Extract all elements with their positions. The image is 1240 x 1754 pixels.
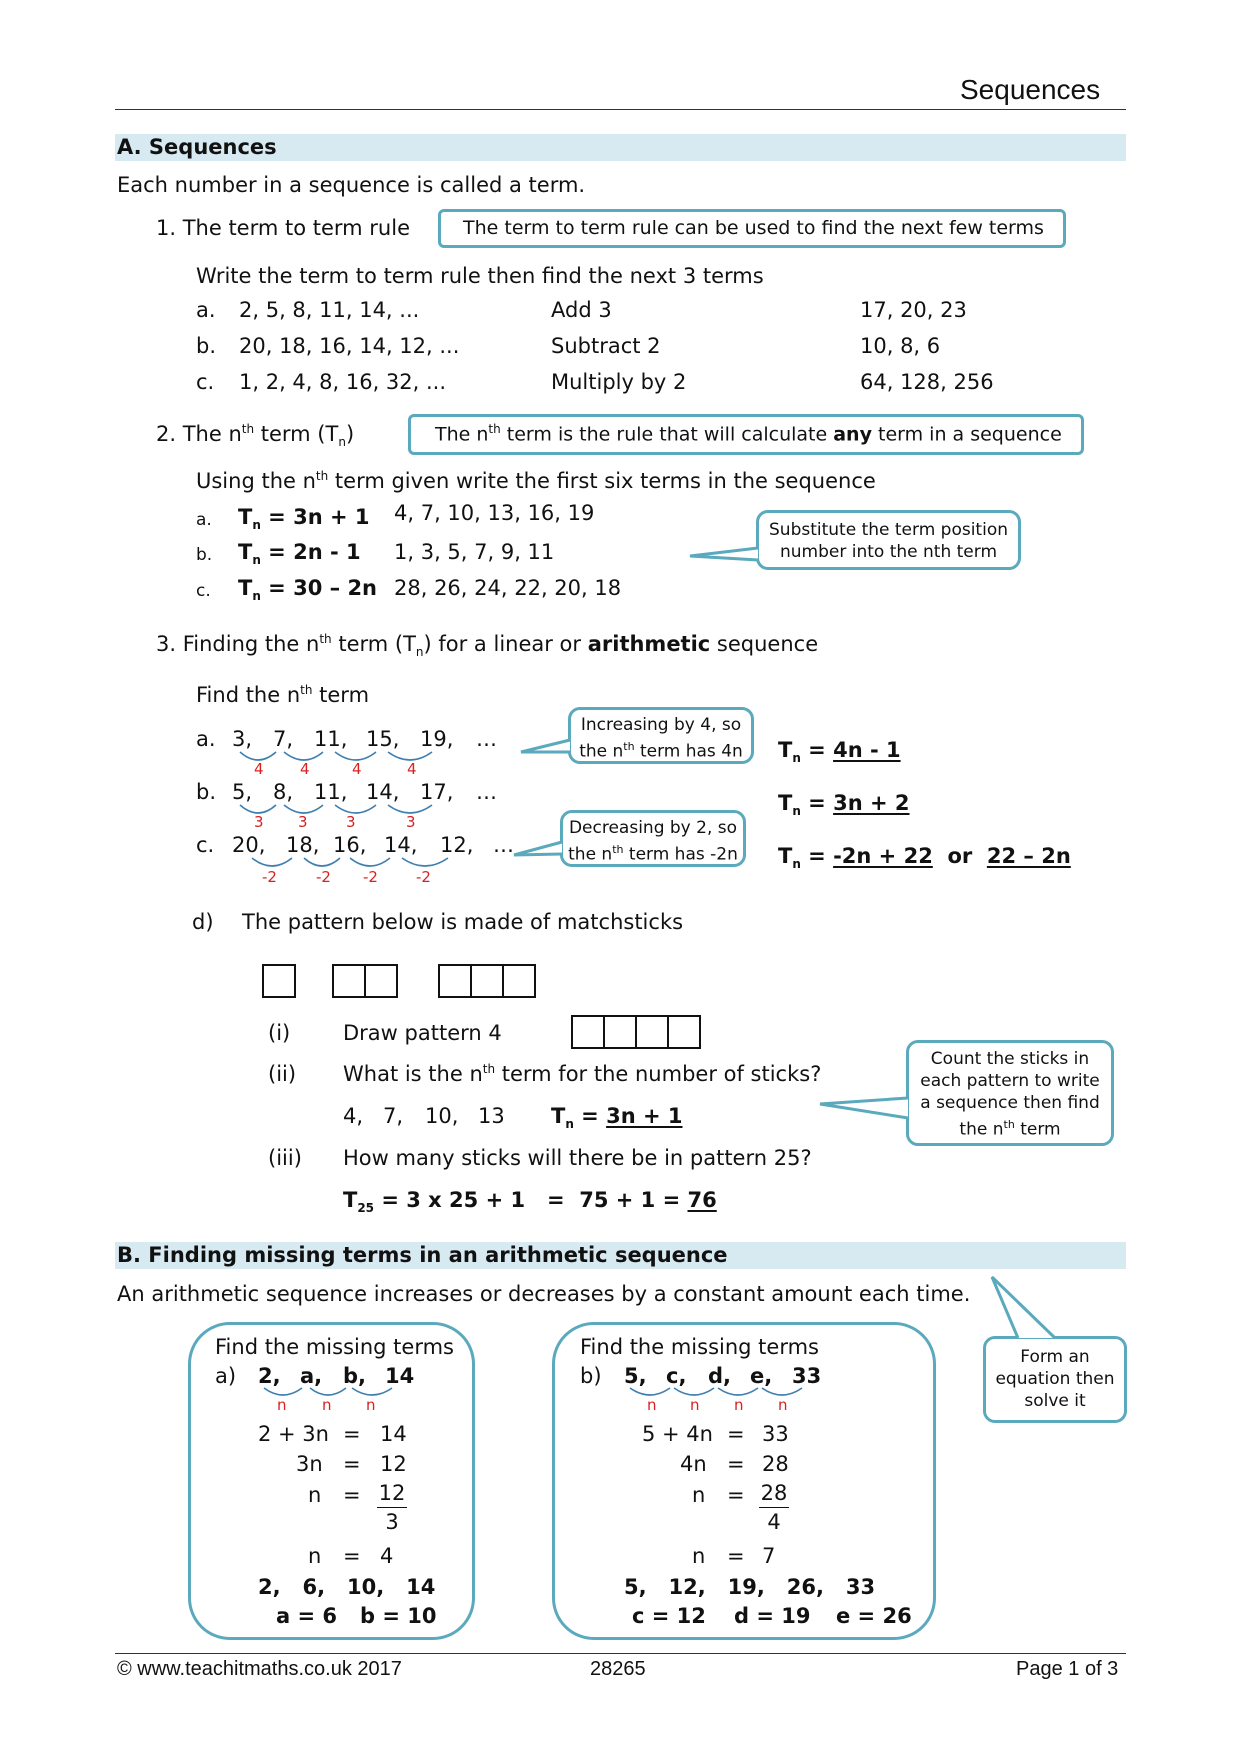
bubble-tail (521, 740, 570, 752)
section-a-intro: Each number in a sequence is called a term. (117, 173, 586, 197)
bubble-tail (690, 548, 758, 560)
arc (335, 805, 376, 813)
panel-b-eq-left: n (692, 1544, 706, 1568)
arc (252, 858, 292, 866)
q3d-calc: $T_{25} = 3$ x 25 + 1 = 75 + 1 = 76 (343, 1188, 717, 1216)
panel-b-eq-right: 33 (762, 1422, 789, 1446)
q2-row-rule: $T_n = 3n + 1$ (238, 505, 370, 533)
panel-a-eq-right: 14 (380, 1422, 407, 1446)
arc (284, 752, 323, 760)
panel-a-numerator: 12 (378, 1481, 406, 1505)
arc (402, 858, 448, 866)
arc (352, 1388, 392, 1395)
panel-b-numerator: 28 (760, 1481, 788, 1505)
q2-hint-line: number into the nth term (779, 542, 997, 562)
q2-row-terms: 1, 3, 5, 7, 9, 11 (394, 540, 555, 564)
q3c-term: 12, (440, 833, 474, 857)
q3d-i-label: (i) (268, 1021, 291, 1045)
panel-a-eq-sign: = (343, 1483, 361, 1507)
footer-copyright: © www.teachitmaths.co.uk 2017 (117, 1658, 402, 1680)
q3a-term: … (476, 727, 497, 751)
q3d-iii-text: How many sticks will there be in pattern 25? (343, 1146, 812, 1170)
q3d-title: The pattern below is made of matchsticks (242, 910, 684, 934)
q3d-answer: $T_n = 3n + 1$ (551, 1104, 683, 1132)
q2-title: 2. The $n^{th}$ term $(T_n)$ (156, 422, 355, 450)
q1-row-seq: 1, 2, 4, 8, 16, 32, ... (239, 370, 447, 394)
q3c-diff: -2 (316, 868, 331, 886)
arc (240, 805, 276, 813)
panel-a-n: n (277, 1396, 287, 1414)
q1-title: 1. The term to term rule (156, 216, 410, 240)
q3c-diff: -2 (416, 868, 431, 886)
panel-a-title: Find the missing terms (215, 1335, 454, 1359)
q2-hint-line: Substitute the term position (769, 520, 1008, 540)
panel-b-eq-left: 4n (680, 1452, 707, 1476)
q3c-term: 18, (286, 833, 320, 857)
bubble-tail (992, 1277, 1055, 1338)
q3-increase-line: Increasing by 4, so (580, 715, 742, 735)
q3b-diff: 3 (406, 813, 416, 831)
q1-row-label: b. (196, 334, 217, 358)
q3b-diff: 3 (298, 813, 308, 831)
q3b-diff: 3 (254, 813, 264, 831)
panel-a-eq-sign: = (343, 1452, 361, 1476)
arc (264, 1388, 302, 1395)
page-title: Sequences (960, 74, 1101, 105)
q1-row-seq: 20, 18, 16, 14, 12, ... (239, 334, 460, 358)
q3c-term: 16, (333, 833, 367, 857)
q3b-diff: 3 (346, 813, 356, 831)
panel-b-eq-left: n (692, 1483, 706, 1507)
q3d-seq-term: 13 (478, 1104, 505, 1128)
q1-instruction: Write the term to term rule then find the next 3 terms (196, 264, 764, 288)
q3a-term: 15, (366, 727, 400, 751)
footer-rule (115, 1653, 1126, 1654)
q3b-term: … (476, 780, 497, 804)
panel-b-value: e = 26 (836, 1604, 912, 1628)
q3a-diff: 4 (254, 760, 264, 778)
q3c-diff: -2 (262, 868, 277, 886)
panel-a-value: b = 10 (360, 1604, 437, 1628)
panel-b-n: n (778, 1396, 788, 1414)
arc (240, 752, 276, 760)
q3a-term: 11, (314, 727, 348, 751)
panel-b-n: n (647, 1396, 657, 1414)
q3d-hint-line: a sequence then find (920, 1093, 1100, 1113)
q3a-term: 19, (420, 727, 454, 751)
panel-a-eq-sign: = (343, 1422, 361, 1446)
q3-find: Find the $n^{th}$ term (196, 683, 370, 707)
q3d-ii-text: What is the $n^{th}$ term for the number of sticks? (343, 1062, 822, 1086)
panel-b-title: Find the missing terms (580, 1335, 819, 1359)
q1-row-seq: 2, 5, 8, 11, 14, ... (239, 298, 420, 322)
panel-b-term: 33 (792, 1364, 822, 1388)
q2-instruction: Using the $n^{th}$ term given write the first six terms in the sequence (196, 469, 876, 493)
arc (762, 1388, 802, 1395)
panel-a-eq-right: 4 (380, 1544, 394, 1568)
q3d-label: d) (192, 910, 214, 934)
panel-a-label: a) (215, 1364, 237, 1388)
q3d-seq-term: 7, (383, 1104, 404, 1128)
arc (388, 805, 432, 813)
panel-b-n: n (690, 1396, 700, 1414)
arc (335, 752, 376, 760)
q3-increase-line: the $n^{th}$ term has 4n (579, 740, 743, 762)
section-b-hint-line: solve it (1024, 1391, 1086, 1411)
q2-callout-text: The $n^{th}$ term is the rule that will calculate any term in a sequence (435, 422, 1062, 446)
panel-a-term: 14 (385, 1364, 415, 1388)
panel-a-eq-left: 3n (296, 1452, 323, 1476)
panel-b-n: n (734, 1396, 744, 1414)
q3a-diff: 4 (352, 760, 362, 778)
difference-arcs (240, 752, 802, 1395)
panel-b-denominator: 4 (767, 1510, 781, 1534)
section-a-heading: A. Sequences (117, 135, 277, 159)
q1-row-next: 17, 20, 23 (860, 298, 967, 322)
q3d-seq-term: 4, (343, 1104, 364, 1128)
q1-row-label: c. (196, 370, 215, 394)
arc (718, 1388, 758, 1395)
panel-a-n: n (366, 1396, 376, 1414)
panel-a-value: a = 6 (276, 1604, 338, 1628)
panel-a-eq-left: n (308, 1544, 322, 1568)
arc (388, 752, 432, 760)
q3a-term: 7, (273, 727, 294, 751)
panel-a-eq-sign: = (343, 1544, 361, 1568)
q3d-iii-label: (iii) (268, 1146, 302, 1170)
q3b-term: 17, (420, 780, 454, 804)
q3d-hint-line: each pattern to write (920, 1071, 1100, 1091)
panel-b-eq-sign: = (727, 1452, 745, 1476)
footer-page-number: Page 1 of 3 (1016, 1658, 1119, 1680)
q2-row-label: c. (196, 581, 211, 601)
panel-b-term: c, (666, 1364, 687, 1388)
q1-row-rule: Multiply by 2 (551, 370, 687, 394)
arc (674, 1388, 714, 1395)
q1-row-label: a. (196, 298, 216, 322)
panel-b-term: d, (708, 1364, 732, 1388)
panel-a-denominator: 3 (385, 1510, 399, 1534)
q2-row-rule: $T_n = 2n - 1$ (238, 540, 361, 568)
q3a-term: 3, (232, 727, 253, 751)
arc (350, 858, 390, 866)
panel-b-term: 5, (624, 1364, 647, 1388)
q3d-hint-line: the $n^{th}$ term (959, 1118, 1061, 1140)
panel-b-eq-right: 28 (762, 1452, 789, 1476)
q3c-term: … (493, 833, 514, 857)
arc (310, 1388, 346, 1395)
panel-a-n: n (322, 1396, 332, 1414)
panel-a-eq-left: 2 + 3n (258, 1422, 329, 1446)
q3c-term: 14, (384, 833, 418, 857)
panel-b-value: c = 12 (632, 1604, 706, 1628)
q1-row-rule: Subtract 2 (551, 334, 661, 358)
q3a-diff: 4 (407, 760, 417, 778)
q3-decrease-line: the $n^{th}$ term has -2n (568, 843, 738, 865)
q1-row-rule: Add 3 (551, 298, 612, 322)
q3d-hint-line: Count the sticks in (930, 1049, 1090, 1069)
q3b-label: b. (196, 780, 217, 804)
q2-row-label: a. (196, 510, 212, 530)
panel-b-value: d = 19 (734, 1604, 811, 1628)
panel-b-eq-sign: = (727, 1544, 745, 1568)
q3d-ii-label: (ii) (268, 1062, 297, 1086)
panel-a-eq-right: 12 (380, 1452, 407, 1476)
panel-b-term: e, (750, 1364, 773, 1388)
q3b-answer: $T_n = 3n + 2$ (778, 791, 910, 819)
q3c-term: 20, (232, 833, 266, 857)
arc (630, 1388, 670, 1395)
q3d-seq-term: 10, (425, 1104, 459, 1128)
section-b-intro: An arithmetic sequence increases or decreases by a constant amount each time. (117, 1282, 971, 1306)
panel-b-result: 5, 12, 19, 26, 33 (624, 1575, 876, 1599)
q2-row-terms: 4, 7, 10, 13, 16, 19 (394, 501, 595, 525)
q3d-i-text: Draw pattern 4 (343, 1021, 502, 1045)
panel-a-term: a, (300, 1364, 323, 1388)
panel-a-term: 2, (258, 1364, 281, 1388)
panel-b-eq-sign: = (727, 1483, 745, 1507)
panel-a-result: 2, 6, 10, 14 (258, 1575, 436, 1599)
q1-row-next: 10, 8, 6 (860, 334, 941, 358)
q3a-label: a. (196, 727, 216, 751)
q3-title: 3. Finding the $n^{th}$ term $(T_n)$ for a linear or arithmetic sequence (156, 632, 819, 660)
panel-b-eq-right: 7 (762, 1544, 776, 1568)
panel-b-label: b) (580, 1364, 602, 1388)
footer-resource-id: 28265 (590, 1658, 646, 1680)
q2-row-rule: $T_n = 30 - 2n$ (238, 576, 378, 604)
q2-row-label: b. (196, 545, 213, 565)
q3b-term: 5, (232, 780, 253, 804)
q3c-diff: -2 (363, 868, 378, 886)
q3b-term: 14, (366, 780, 400, 804)
q3b-term: 8, (273, 780, 294, 804)
panel-b-eq-left: 5 + 4n (642, 1422, 713, 1446)
panel-a-eq-left: n (308, 1483, 322, 1507)
q2-row-terms: 28, 26, 24, 22, 20, 18 (394, 576, 622, 600)
q3a-diff: 4 (300, 760, 310, 778)
q3c-answer: $T_n = -2n + 22$ or 22 – 2n (778, 844, 1071, 872)
section-b-hint-line: equation then (995, 1369, 1115, 1389)
bubble-tail (514, 842, 562, 855)
q3c-label: c. (196, 833, 215, 857)
q3-decrease-line: Decreasing by 2, so (568, 818, 738, 838)
q3a-answer: $T_n = 4n - 1$ (778, 738, 901, 766)
arc (284, 805, 323, 813)
panel-b-eq-sign: = (727, 1422, 745, 1446)
section-b-hint-line: Form an (1020, 1347, 1090, 1367)
q1-row-next: 64, 128, 256 (860, 370, 994, 394)
q3b-term: 11, (314, 780, 348, 804)
q1-callout-text: The term to term rule can be used to find the next few terms (463, 217, 1044, 239)
arc (304, 858, 340, 866)
section-b-heading: B. Finding missing terms in an arithmetic sequence (117, 1243, 728, 1267)
panel-a-term: b, (343, 1364, 367, 1388)
bubble-tail (820, 1098, 908, 1118)
